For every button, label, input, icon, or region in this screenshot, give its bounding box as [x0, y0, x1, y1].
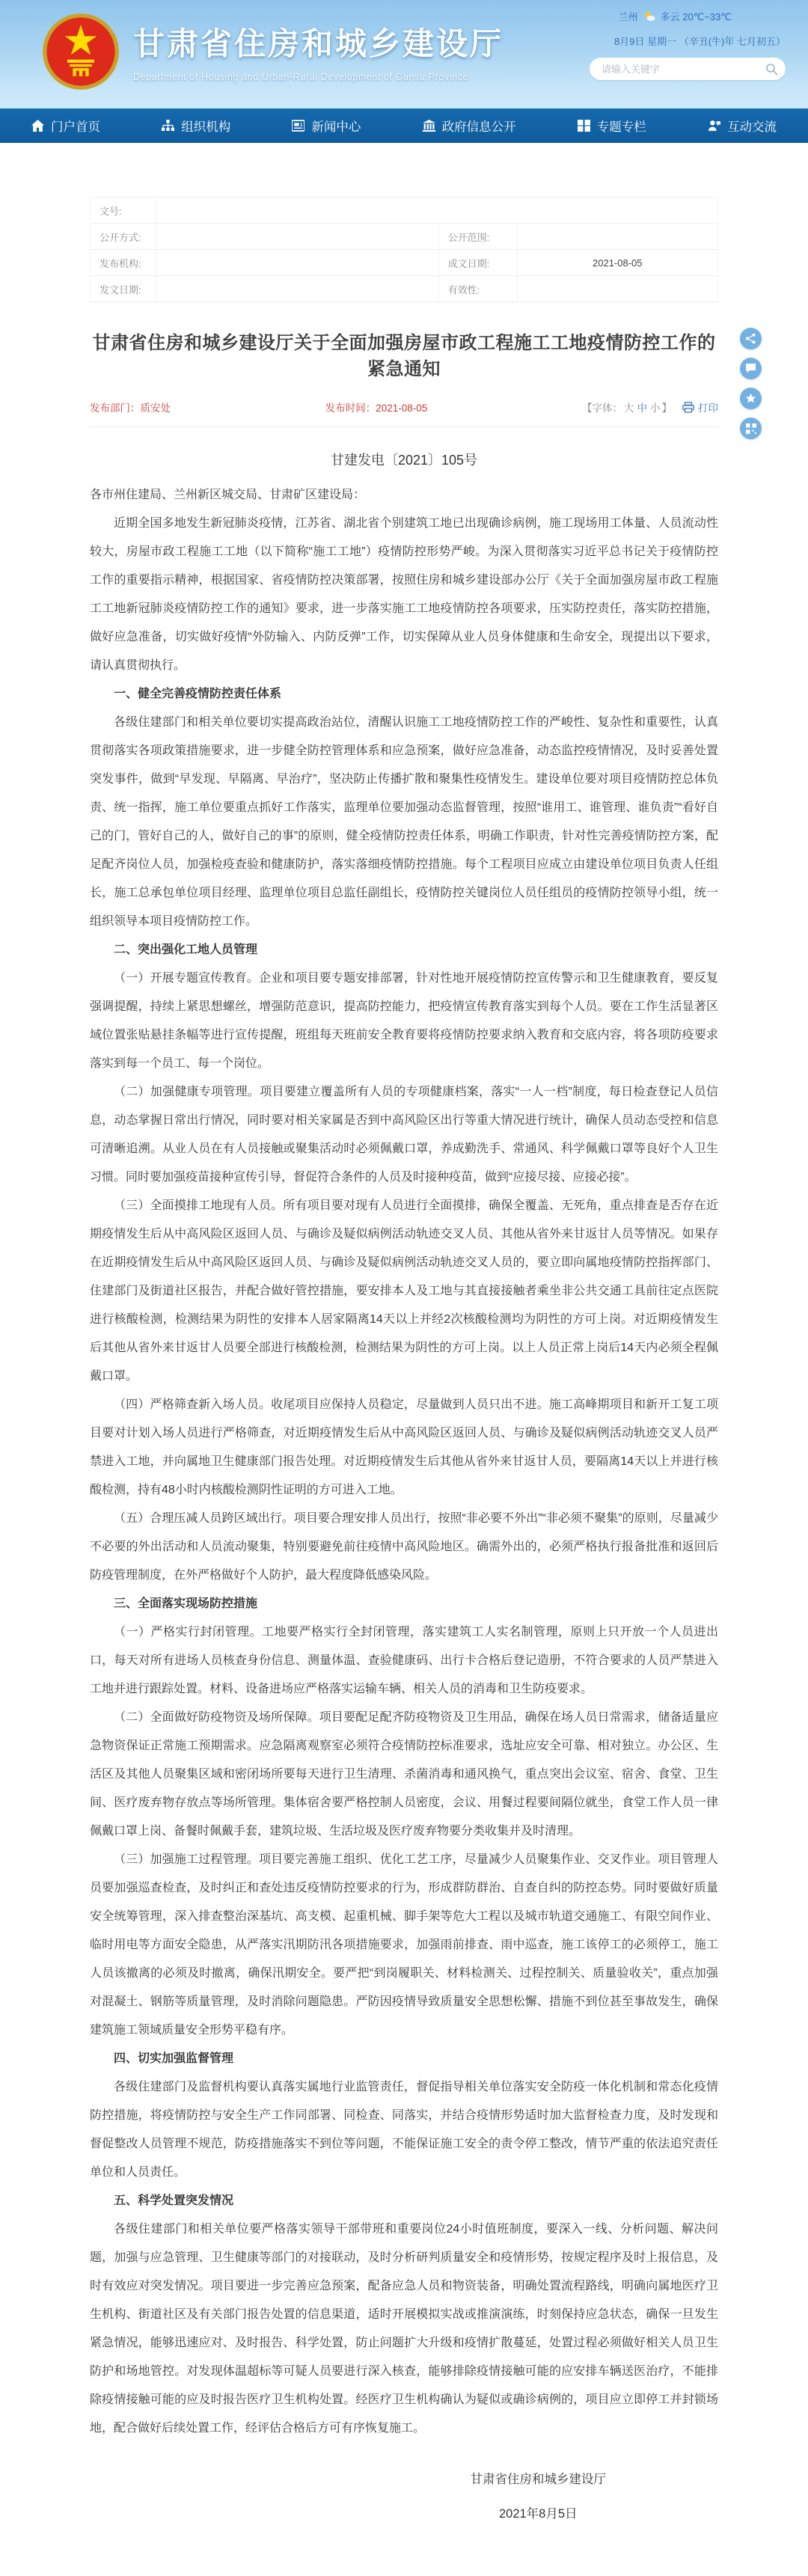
- signature-block: [471, 2462, 607, 2531]
- signature-org: 甘肃省住房和城乡建设厅: [470, 2473, 606, 2486]
- floating-share-widget: [740, 328, 762, 439]
- nav-item-special-columns[interactable]: [578, 117, 646, 135]
- article-paragraph: 近期全国多地发生新冠肺炎疫情，江苏省、湖北省个别建筑工地已出现确诊病例，施工现场用工体量、人员流动性较大，房屋市政工程施工工地（以下简称“施工工地”）疫情防控形势严峻。为深入贯彻落实习近平总书记关于疫情防控工作的重要指示精神，根据国家、省疫情防控决策部署，按照住房和城乡建设部办公厅《关于全面加强房屋市政工程施工工地新冠肺炎疫情防控工作的通知》要求，进一步落实施工工地疫情防控各项要求，压实防控责任，落实防控措施，做好应急准备，切实做好疫情“外防输入、内防反弹”工作，切实保障从业人员身体健康和生命安全，现提出以下要求，请认真贯彻执行。: [90, 517, 718, 672]
- date-line: 8月9日 星期一 （辛丑(牛)年 七月初五）: [614, 36, 786, 47]
- weather-city: 兰州: [618, 11, 638, 22]
- nav-label: 新闻中心: [311, 120, 361, 134]
- share-button[interactable]: [740, 328, 762, 349]
- font-size-small-button[interactable]: 小: [650, 403, 661, 414]
- share-icon: [745, 333, 756, 344]
- nav-item-news[interactable]: [292, 117, 361, 135]
- print-button[interactable]: [682, 400, 718, 414]
- publish-dept-value: 质安处: [140, 403, 171, 414]
- article-paragraph: （四）严格筛查新入场人员。收尾项目应保持人员稳定，尽量做到人员只出不进。施工高峰期项目和新开工复工项目要对计划入场人员进行严格筛查，对近期疫情发生后从中高风险区返回人员、与确诊及疑似病例活动轨迹交叉人员严禁进入工地，并向属地卫生健康部门报告处理。对近期疫情发生后其他从省外来甘返甘人员，要隔离14天以上并进行核酸检测，持有48小时内核酸检测阴性证明的方可进入工地。: [90, 1398, 718, 1496]
- validity-value: [518, 276, 718, 302]
- font-size-label: 【字体：: [582, 403, 622, 414]
- publish-dept: [90, 400, 171, 414]
- open-mode-value: [156, 224, 439, 250]
- font-size-large-button[interactable]: 大: [624, 403, 634, 414]
- signature-date: 2021年8月5日: [498, 2507, 578, 2521]
- site-subtitle-en: Department of Housing and Urban-Rural Development of Gansu Province: [133, 72, 469, 82]
- pub-org-label: 发布机构:: [91, 250, 156, 276]
- nav-item-gov-info[interactable]: [423, 117, 516, 135]
- article-paragraph: （二）全面做好防疫物资及场所保障。项目要配足配齐防疫物资及卫生用品，确保在场人员日常需求，储备适量应急物资保证正常施工预期需求。应急隔离观察室必须符合疫情防控标准要求，选址应安全可靠、相对独立。办公区、生活区及其他人员聚集区域和密闭场所要每天进行卫生清理、杀菌消毒和通风换气，重点突出会议室、宿舍、食堂、卫生间、医疗废弃物存放点等场所管理。集体宿舍要严格控制人员密度，会议、用餐过程要间隔位就坐，食堂工作人员一律佩戴口罩上岗、备餐时佩戴手套，建筑垃圾、生活垃圾及医疗废弃物要分类收集并及时清理。: [90, 1711, 718, 1838]
- main-nav: [0, 108, 808, 143]
- site-identity: [133, 19, 504, 82]
- article-title: 甘肃省住房和城乡建设厅关于全面加强房屋市政工程施工工地疫情防控工作的紧急通知: [92, 333, 716, 379]
- nav-label: 互动交流: [726, 120, 777, 134]
- nav-label: 政府信息公开: [441, 120, 516, 134]
- article-paragraph: 各级住建部门和相关单位要严格落实领导干部带班和重要岗位24小时值班制度，要深入一线、分析问题、解决问题，加强与应急管理、卫生健康等部门的对接联动，及时分析研判质量安全和疫情形势，按规定程序及时上报信息，及时有效应对突发情况。项目要进一步完善应急预案，配备应急人员和物资装备，明确处置流程路线，明确向属地医疗卫生机构、街道社区及有关部门报告处置的信息渠道，适时开展模拟实战或推演演练，时刻保持应急状态，确保一旦发生紧急情况，能够迅速应对、及时报告、科学处置，防止问题扩大升级和疫情扩散蔓延，处置过程必须做好相关人员卫生防护和场地管控。对发现体温超标等可疑人员要进行深入核查，能够排除疫情接触可能的应安排车辆送医治疗，不能排除疫情接触可能的应及时报告医疗卫生机构处置。经医疗卫生机构确认为疑似或确诊病例的，项目应立即停工并封锁场地，配合做好后续处置工作，经评估合格后方可有序恢复施工。: [90, 2223, 718, 2435]
- sun-cloud-icon: [643, 11, 655, 22]
- doc-no-value: [156, 198, 718, 224]
- article-paragraph: （二）加强健康专项管理。项目要建立覆盖所有人员的专项健康档案，落实“一人一档”制度，每日检查登记人员信息，动态掌握日常出行情况，同时要对相关家属是否到中高风险区出行等重大情况进行统计，确保人员动态受控和信息可清晰追溯。从业人员在有人员接触或聚集活动时必须佩戴口罩，养成勤洗手、常通风、科学佩戴口罩等良好个人卫生习惯。同时要加强疫苗接种宣传引导，督促符合条件的人员及时接种疫苗，做到“应接尽接、应接必接”。: [90, 1086, 718, 1184]
- article-body: [90, 481, 718, 2443]
- newspaper-icon: [292, 120, 304, 132]
- search-icon[interactable]: [765, 63, 778, 76]
- written-date-value: 2021-08-05: [518, 250, 718, 276]
- section-heading: 一、健全完善疫情防控责任体系: [114, 688, 282, 700]
- document-number: 甘建发电〔2021〕105号: [330, 453, 478, 468]
- qrcode-icon: [746, 423, 756, 434]
- nav-label: 组织机构: [181, 120, 231, 134]
- section-heading: 三、全面落实现场防控措施: [114, 1597, 258, 1610]
- open-range-label: 公开范围:: [439, 224, 518, 250]
- article-paragraph: 各市州住建局、兰州新区城交局、甘肃矿区建设局：: [90, 489, 366, 501]
- nav-label: 专题专栏: [596, 120, 646, 134]
- article-paragraph: （五）合理压减人员跨区域出行。项目要合理安排人员出行，按照“非必要不外出”“非必须不聚集”的原则，尽量减少不必要的外出活动和人员流动聚集，特别要避免前往疫情中高风险地区。确需外出的，必须严格执行报备批准和返回后防疫管理制度，在外严格做好个人防护，最大程度降低感染风险。: [90, 1512, 718, 1582]
- article-paragraph: 各级住建部门和相关单位要切实提高政治站位，清醒认识施工工地疫情防控工作的严峻性、复杂性和重要性，认真贯彻落实各项政策措施要求，进一步健全防控管理体系和应急预案，做好应急准备，动态监控疫情情况，及时妥善处置突发事件，做到“早发现、早隔离、早治疗”，坚决防止传播扩散和聚集性疫情发生。建设单位要对项目疫情防控总体负责、统一指挥，施工单位要重点抓好工作落实，监理单位要加强动态监督管理，按照“谁用工、谁管理、谁负责”“看好自己的门，管好自己的人，做好自己的事”的原则，健全疫情防控责任体系，明确工作职责，针对性完善疫情防控方案，配足配齐岗位人员，加强检疫查验和健康防护，落实落细疫情防控措施。每个工程项目应成立由建设单位项目负责人任组长，施工总承包单位项目经理、监理单位项目总监任副组长，疫情防控关键岗位人员任组员的疫情防控领导小组，统一组织领导本项目疫情防控工作。: [90, 716, 718, 928]
- open-range-value: [518, 224, 718, 250]
- article-tools: [582, 400, 718, 414]
- site-header: [0, 0, 808, 108]
- font-size-control: [582, 400, 672, 414]
- print-label: 打印: [698, 403, 718, 414]
- home-icon: [31, 120, 44, 132]
- publish-dept-label: 发布部门：: [90, 403, 141, 414]
- grid-icon: [578, 120, 590, 132]
- section-heading: 四、切实加强监督管理: [114, 2052, 234, 2065]
- nav-item-organization[interactable]: [162, 117, 230, 135]
- open-mode-label: 公开方式:: [91, 224, 156, 250]
- content-column: [90, 143, 718, 2531]
- favorite-button[interactable]: [740, 388, 762, 409]
- article-paragraph: （三）加强施工过程管理。项目要完善施工组织、优化工艺工序，尽量减少人员聚集作业、交叉作业。项目管理人员要加强巡查检查，及时纠正和查处违反疫情防控要求的行为，形成群防群治、自查自纠的防控态势。同时要做好质量安全统筹管理，深入排查整治深基坑、高支模、起重机械、脚手架等危大工程以及城市轨道交通施工、有限空间作业、临时用电等方面安全隐患，从严落实汛期防汛各项措施要求，加强雨前排查、雨中巡查，施工该停工的必须停工，施工人员该撤离的必须及时撤离，确保汛期安全。要严把“到岗履职关、材料检测关、过程控制关、质量验收关”，重点加强对混凝土、钢筋等质量管理，及时消除问题隐患。严防因疫情导致质量安全思想松懈、措施不到位甚至事故发生，确保建筑施工领域质量安全形势平稳有序。: [90, 1853, 718, 2037]
- nav-item-interaction[interactable]: [708, 117, 777, 135]
- search-input[interactable]: [600, 63, 765, 76]
- header-utilities: [590, 9, 786, 80]
- printer-icon: [682, 402, 694, 413]
- doc-no-label: 文号:: [91, 198, 156, 224]
- pub-org-value: [156, 250, 439, 276]
- validity-label: 有效性:: [439, 276, 518, 302]
- national-emblem-logo: [41, 12, 120, 91]
- qrcode-button[interactable]: [740, 417, 762, 439]
- article-paragraph: 各级住建部门及监督机构要认真落实属地行业监管责任，督促指导相关单位落实安全防疫一体化机制和常态化疫情防控措施，将疫情防控与安全生产工作同部署、同检查、同落实，并结合疫情形势适时加大监督检查力度，及时发现和督促整改人员管理不规范，防疫措施落实不到位等问题，不能保证施工安全的责令停工整改，情节严重的依法追究责任单位和人员责任。: [90, 2081, 718, 2179]
- weather-text: 多云 20℃~33℃: [660, 11, 732, 22]
- issue-date-label: 发文日期:: [91, 276, 156, 302]
- document-info-table: [90, 197, 718, 302]
- person-chat-icon: [708, 120, 720, 132]
- publish-time: [325, 400, 428, 414]
- section-heading: 二、突出强化工地人员管理: [114, 943, 258, 956]
- gov-building-icon: [423, 120, 435, 132]
- chat-bubble-icon: [745, 363, 756, 374]
- article-paragraph: （一）严格实行封闭管理。工地要严格实行全封闭管理，落实建筑工人实名制管理，原则上只开放一个人员进出口，每天对所有进场人员核查身份信息、测量体温、查验健康码、出行卡合格后登记造册，不符合要求的人员严禁进入工地并进行跟踪处置。材料、设备进场应严格落实运输车辆、相关人员的消毒和卫生防疫要求。: [90, 1626, 718, 1695]
- publish-time-value: 2021-08-05: [376, 403, 428, 414]
- written-date-label: 成文日期:: [439, 250, 518, 276]
- issue-date-value: [156, 276, 439, 302]
- weather-bar: [590, 9, 786, 23]
- org-chart-icon: [162, 120, 174, 132]
- article-paragraph: （三）全面摸排工地现有人员。所有项目要对现有人员进行全面摸排，确保全覆盖、无死角，重点排查是否存在近期疫情发生后从中高风险区返回人员、与确诊及疑似病例活动轨迹交叉人员、其他从省外来甘返甘人员等情况。如果存在近期疫情发生后从中高风险区返回人员、与确诊及疑似病例活动轨迹交叉人员的，要立即向属地疫情防控指挥部门、住建部门及街道社区报告，并配合做好管控措施，要安排本人及工地与其直接接触者乘坐非公共交通工具前往定点医院进行核酸检测，检测结果为阴性的安排本人居家隔离14天以上并经2次核酸检测均为阴性的方可上岗。对近期疫情发生后其他从省外来甘返甘人员要全部进行核酸检测，检测结果为阴性的方可上岗。以上人员正常上岗后14天内必须全程佩戴口罩。: [90, 1199, 718, 1383]
- publish-time-label: 发布时间：: [325, 403, 376, 414]
- comment-button[interactable]: [740, 358, 762, 379]
- article-meta-bar: [90, 400, 718, 427]
- star-icon: [745, 393, 756, 404]
- section-heading: 五、科学处置突发情况: [114, 2194, 234, 2207]
- font-size-label-close: 】: [661, 403, 672, 414]
- search-box: [590, 58, 786, 80]
- article-paragraph: （一）开展专题宣传教育。企业和项目要专题安排部署，针对性地开展疫情防控宣传警示和卫生健康教育，要反复强调提醒，持续上紧思想螺丝，增强防范意识，提高防控能力，把疫情宣传教育落实到每个人员。要在工作生活显著区域位置张贴悬挂条幅等进行宣传提醒，班组每天班前安全教育要将疫情防控要求纳入教育和交底内容，将各项防疫要求落实到每一个员工、每一个岗位。: [90, 972, 718, 1070]
- nav-item-home[interactable]: [31, 117, 100, 135]
- nav-label: 门户首页: [51, 120, 100, 134]
- font-size-medium-button[interactable]: 中: [637, 403, 647, 414]
- site-title: 甘肃省住房和城乡建设厅: [133, 26, 504, 61]
